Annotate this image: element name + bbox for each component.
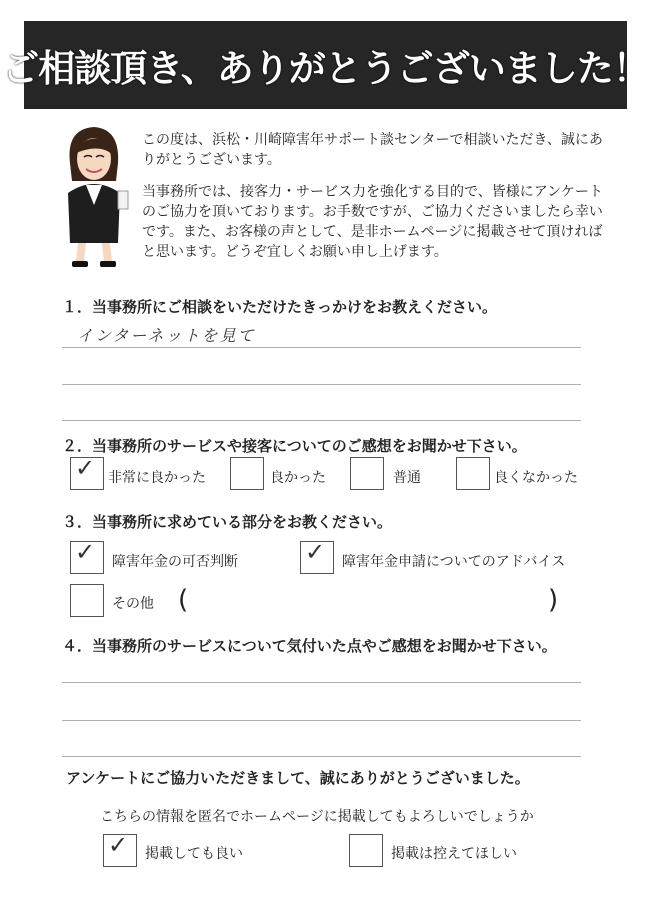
publish-ok-checkbox[interactable] [103,831,137,867]
page-title: ご相談頂き、ありがとうございました！ [2,47,649,90]
check-mark-icon: ✓ [75,454,96,482]
question-4-label: ４．当事務所のサービスについて気付いた点やご感想をお聞かせ下さい。 [62,637,557,655]
other-open-paren: ( [178,585,189,615]
q3-checkbox-eligibility[interactable] [70,538,104,574]
check-mark-icon: ✓ [305,538,326,566]
closing-thanks: アンケートにご協力いただきまして、誠にありがとうございました。 [66,769,530,787]
answer-line [62,756,581,757]
intro-paragraph-2: 当事務所では、接客力・サービス力を強化する目的で、皆様にアンケートのご協力を頂いております。お手数ですが、ご協力くださいましたら幸いです。また、お客様の声として、是非ホームページに掲載させて頂ければと思います。どうぞ宜しくお願い申し上げます。 [142,184,603,260]
answer-line [62,347,581,348]
check-mark-icon: ✓ [75,538,96,566]
q3-option-eligibility: 障害年金の可否判断 [112,554,238,570]
q3-checkbox-application-advice[interactable] [300,538,334,574]
q2-option-not-good: 良くなかった [494,470,578,486]
q2-checkbox-very-good[interactable] [70,454,104,490]
q3-option-other: その他 [112,596,154,612]
answer-line [62,682,581,683]
question-1-answer: インターネットを見て [77,326,256,345]
answer-line [62,720,581,721]
q2-checkbox-not-good[interactable] [456,457,490,490]
q2-checkbox-normal[interactable] [350,457,384,490]
publish-permission-question: こちらの情報を匿名でホームページに掲載してもよろしいでしょうか [100,809,534,825]
question-2-label: ２．当事務所のサービスや接客についてのご感想をお聞かせ下さい。 [62,437,527,455]
question-3-label: ３．当事務所に求めている部分をお教ください。 [62,513,393,531]
publish-ok-label: 掲載しても良い [145,846,243,862]
check-mark-icon: ✓ [108,831,129,859]
intro-paragraph-1: この度は、浜松・川崎障害年サポート談センターで相談いただき、誠にありがとうございます。 [142,132,603,168]
staff-illustration [56,123,132,275]
q2-checkbox-good[interactable] [230,457,264,490]
other-close-paren: ) [548,585,559,615]
publish-no-label: 掲載は控えてほしい [391,846,517,862]
q2-option-very-good: 非常に良かった [108,470,206,486]
q3-checkbox-other[interactable] [70,584,104,617]
intro-text [142,130,612,274]
header-banner [2,21,649,109]
question-1-label: １．当事務所にご相談をいただけたきっかけをお教えください。 [62,298,498,316]
answer-line [62,420,581,421]
q3-option-application-advice: 障害年金申請についてのアドバイス [342,554,566,570]
q2-option-normal: 普通 [393,470,421,486]
q2-option-good: 良かった [270,470,326,486]
publish-no-checkbox[interactable] [349,834,383,867]
answer-line [62,384,581,385]
